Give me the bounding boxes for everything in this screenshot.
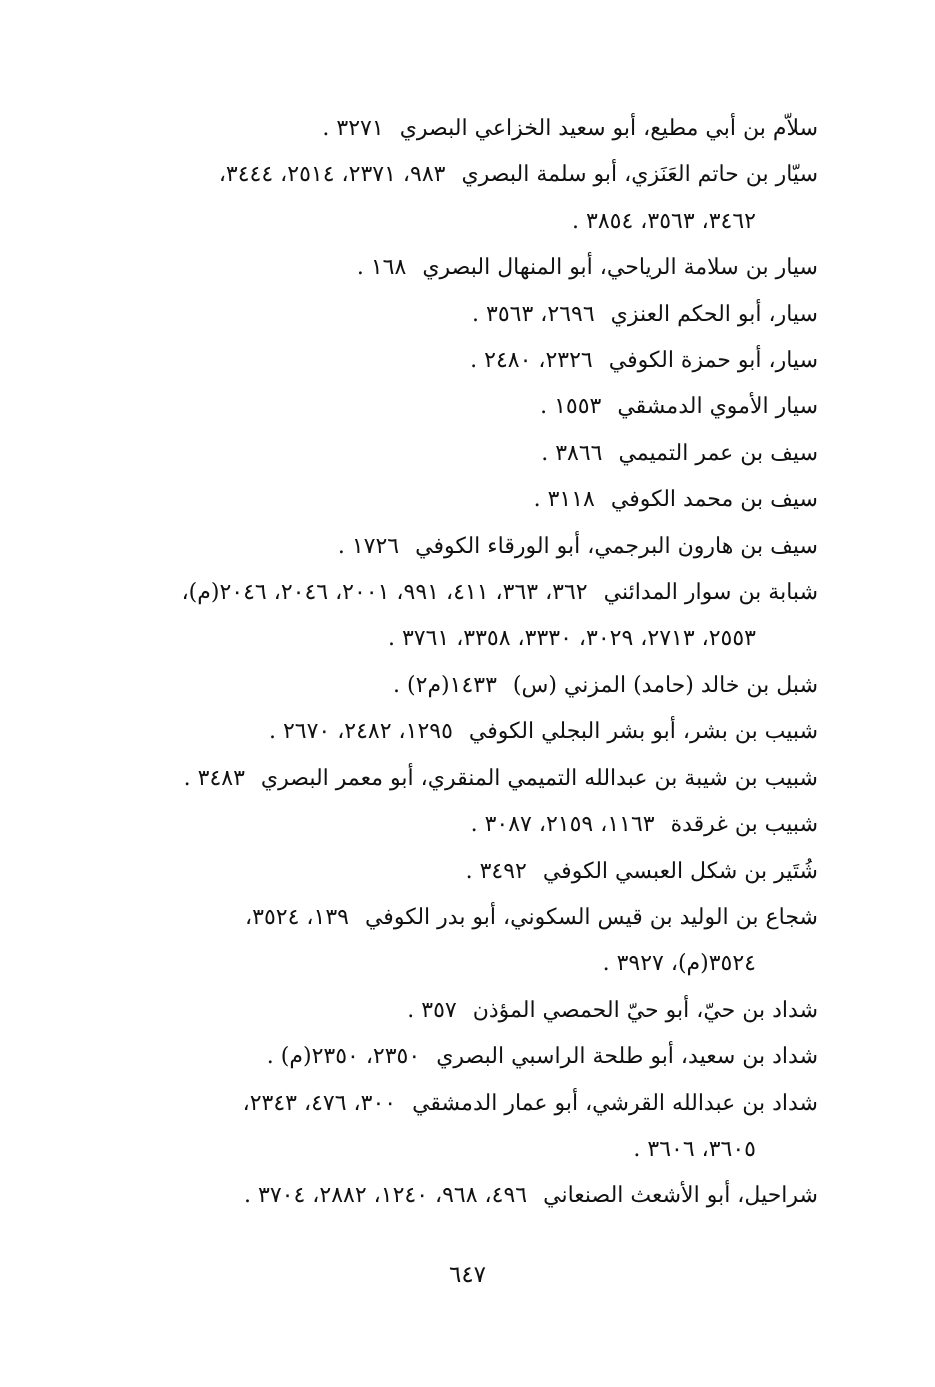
entry-references: ١٤٣٣(م٢) . [393, 672, 497, 698]
entry-name: شداد بن عبدالله القرشي، أبو عمار الدمشقي [412, 1090, 818, 1116]
entry-references: ٤٩٦، ٩٦٨، ١٢٤٠، ٢٨٨٢، ٣٧٠٤ . [244, 1183, 528, 1209]
entry-references: ١٣٩، ٣٥٢٤، [245, 904, 349, 930]
entry-name: شبابة بن سوار المدائني [603, 580, 818, 606]
entry-references: ٢٦٩٦، ٣٥٦٣ . [472, 301, 595, 327]
entry-references: ٣٨٦٦ . [541, 440, 603, 466]
entry-name: شراحيل، أبو الأشعث الصنعاني [543, 1183, 818, 1209]
entry-name: سيار الأموي الدمشقي [617, 394, 818, 420]
entry-name: سيف بن عمر التميمي [618, 440, 818, 466]
entry-references: ٣٢٧١ . [322, 116, 384, 141]
entry-references: ١٢٩٥، ٢٤٨٢، ٢٦٧٠ . [268, 719, 453, 745]
entry-references: ٣٥٧ . [407, 997, 457, 1023]
index-entry [118, 338, 818, 384]
entry-references: ٩٨٣، ٢٣٧١، ٢٥١٤، ٣٤٤٤، [218, 162, 446, 188]
entry-references-continued: ٣٤٦٢، ٣٥٦٣، ٣٨٥٤ . [572, 208, 756, 234]
index-entry [118, 524, 818, 570]
index-entry [118, 1034, 818, 1080]
entry-name: سيف بن هارون البرجمي، أبو الورقاء الكوفي [415, 533, 818, 559]
index-entry [118, 570, 818, 663]
entry-references: ٣١١٨ . [533, 487, 595, 513]
index-entry [118, 988, 818, 1034]
index-entry [118, 431, 818, 477]
index-entry [118, 756, 818, 802]
entry-references: ٣٤٨٣ . [183, 765, 245, 791]
entry-references: ٣٠٠، ٤٧٦، ٢٣٤٣، [242, 1090, 397, 1116]
entry-name: شجاع بن الوليد بن قيس السكوني، أبو بدر الكوفي [364, 904, 818, 930]
entry-name: سيار، أبو حمزة الكوفي [608, 348, 818, 374]
index-entry [118, 477, 818, 523]
entry-name: شُتَير بن شكل العبسي الكوفي [542, 858, 818, 884]
index-entry [118, 384, 818, 430]
page-number: ٦٤٧ [448, 1262, 487, 1288]
name-index-list [118, 106, 818, 1220]
entry-name: شبيب بن بشر، أبو بشر البجلي الكوفي [468, 719, 818, 745]
entry-name: شبل بن خالد (حامد) المزني (س) [512, 672, 818, 698]
index-entry [118, 106, 818, 152]
entry-name: سيّار بن حاتم العَنَزي، أبو سلمة البصري [461, 162, 818, 188]
entry-references-continued: ٢٥٥٣، ٢٧١٣، ٣٠٢٩، ٣٣٣٠، ٣٣٥٨، ٣٧٦١ . [387, 626, 756, 652]
entry-name: سيار بن سلامة الرياحي، أبو المنهال البصري [422, 255, 818, 281]
entry-references: ١٦٨ . [356, 255, 407, 281]
entry-references: ٢٣٥٠، ٢٣٥٠(م) . [266, 1044, 421, 1070]
entry-references: ٣٤٩٢ . [465, 858, 527, 884]
index-entry [118, 802, 818, 848]
entry-name: شبيب بن شيبة بن عبدالله التميمي المنقري، أبو معمر البصري [260, 765, 818, 791]
entry-name: شبيب بن غرقدة [670, 812, 818, 838]
entry-name: سيار، أبو الحكم العنزي [610, 301, 818, 327]
index-entry [118, 895, 818, 988]
entry-references: ٣٦٢، ٣٦٣، ٤١١، ٩٩١، ٢٠٠١، ٢٠٤٦، ٢٠٤٦(م)، [181, 580, 588, 606]
entry-name: شداد بن سعيد، أبو طلحة الراسبي البصري [436, 1044, 818, 1070]
entry-name: سلاّم بن أبي مطيع، أبو سعيد الخزاعي البصري [399, 116, 818, 141]
entry-references-continued: ٣٦٠٥، ٣٦٠٦ . [633, 1136, 756, 1162]
index-entry [118, 245, 818, 291]
entry-references-continued: ٣٥٢٤(م)، ٣٩٢٧ . [602, 951, 756, 977]
entry-references: ١١٦٣، ٢١٥٩، ٣٠٨٧ . [470, 812, 655, 838]
entry-references: ٢٣٢٦، ٢٤٨٠ . [470, 348, 593, 374]
entry-references: ١٧٢٦ . [337, 533, 400, 559]
entry-references: ١٥٥٣ . [540, 394, 602, 420]
entry-name: شداد بن حيّ، أبو حيّ الحمصي المؤذن [472, 997, 818, 1023]
index-entry [118, 1081, 818, 1174]
index-entry [118, 663, 818, 709]
index-entry [118, 292, 818, 338]
entry-name: سيف بن محمد الكوفي [610, 487, 818, 513]
index-entry [118, 709, 818, 755]
index-entry [118, 152, 818, 245]
index-entry [118, 849, 818, 895]
index-entry [118, 1173, 818, 1219]
